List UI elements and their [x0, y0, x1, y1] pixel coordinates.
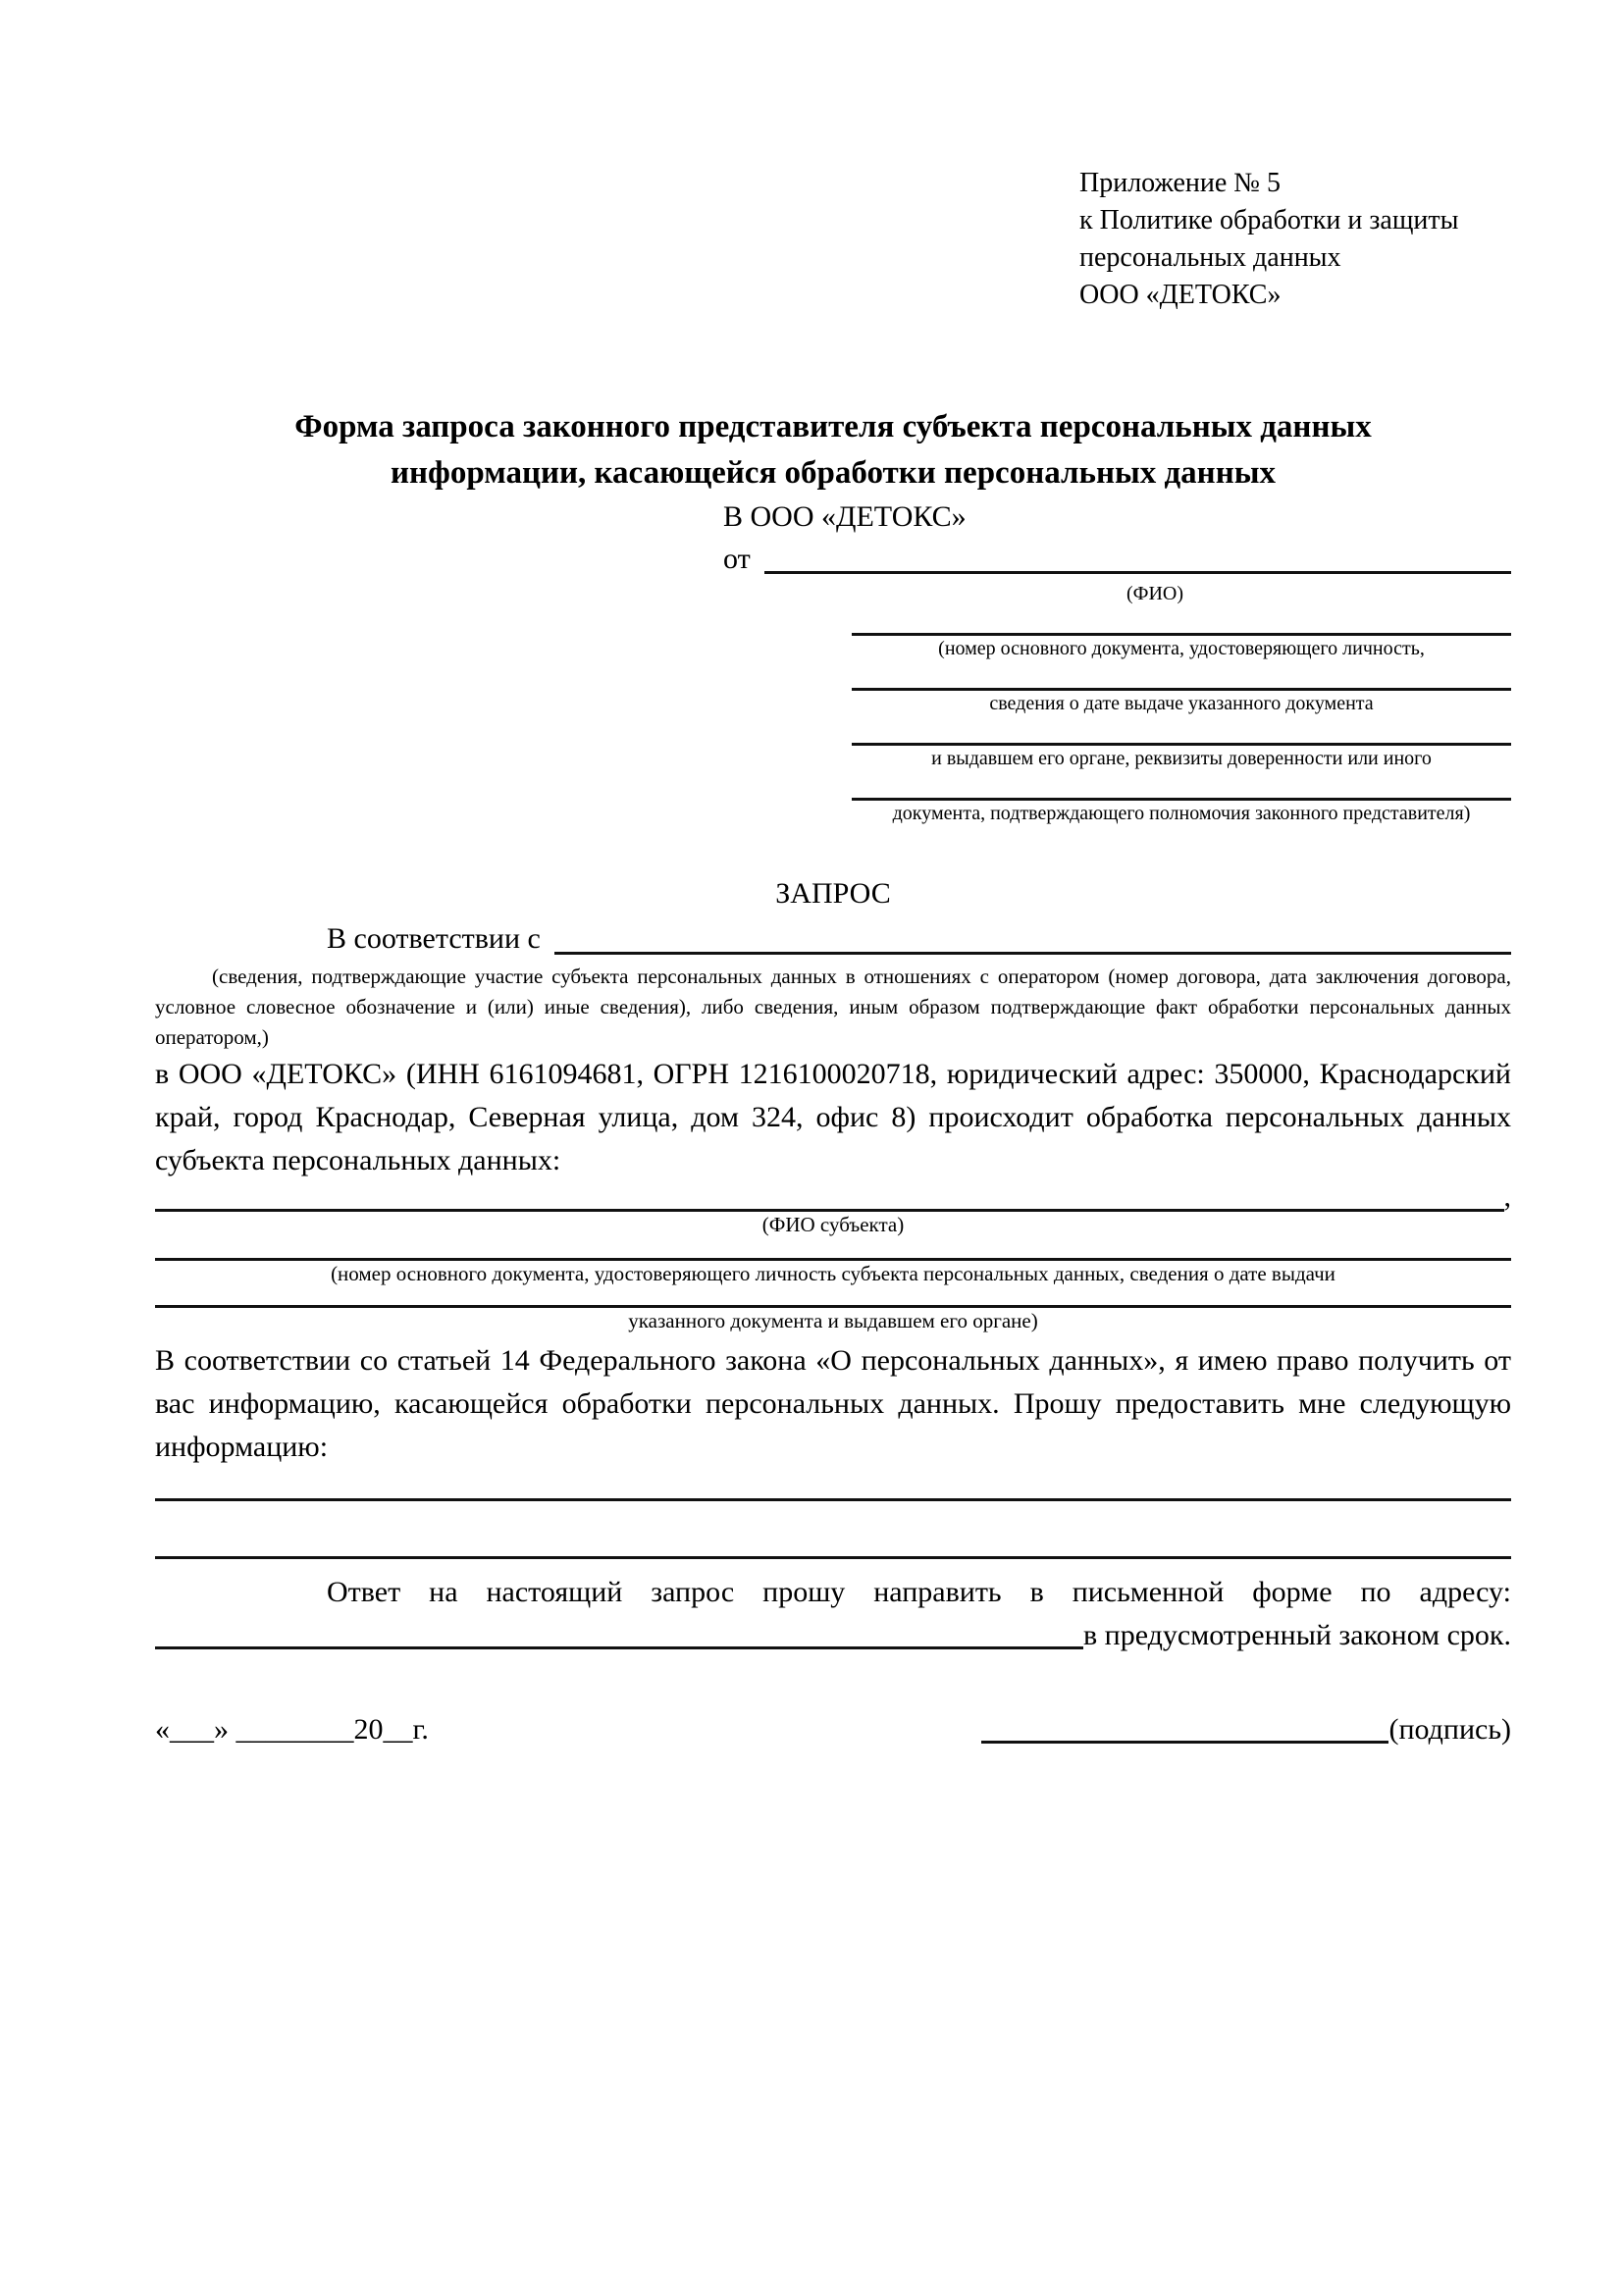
signature-row [155, 1708, 1511, 1751]
document-field [852, 661, 1511, 716]
addressee-block [723, 496, 1511, 826]
date-field[interactable]: «___» ________20__г. [155, 1713, 429, 1746]
address-line[interactable] [155, 1646, 1083, 1649]
operator-paragraph: в ООО «ДЕТОКС» (ИНН 6161094681, ОГРН 1216100020718, юридический адрес: 350000, Краснодарский край, город Краснодар, Северная улица, дом 324, офис 8) происходит обработка персональных данных субъекта персональных данных: [155, 1058, 1511, 1176]
subject-caption: (номер основного документа, удостоверяющего личность субъекта персональных данных, сведения о дате выдачи [331, 1262, 1335, 1285]
subject-field [155, 1237, 1511, 1286]
accordance-row [155, 916, 1511, 962]
subject-authority-line[interactable] [155, 1286, 1511, 1308]
power-of-attorney-line[interactable] [852, 771, 1511, 801]
subject-fio-line[interactable] [155, 1202, 1504, 1212]
subject-caption: указанного документа и выдавшем его органе) [628, 1309, 1038, 1332]
issue-date-line[interactable] [852, 661, 1511, 691]
document-field [852, 716, 1511, 771]
field-caption: документа, подтверждающего полномочия законного представителя) [892, 803, 1471, 824]
document-number-line[interactable] [852, 606, 1511, 636]
appendix-line: ООО «ДЕТОКС» [1079, 280, 1282, 310]
answer-paragraph: Ответ на настоящий запрос прошу направить в письменной форме по адресу: [327, 1576, 1511, 1608]
signature-caption: (подпись) [1388, 1713, 1511, 1746]
subject-line-suffix: , [1503, 1180, 1511, 1213]
note-text: (сведения, подтверждающие участие субъекта персональных данных в отношениях с оператором (номер договора, дата заключения договора, условное словесное обозначение и (или) иные сведения), либо сведения, иным образом подтверждающие факт обработки персональных данных оператором,) [155, 965, 1511, 1049]
document-field [852, 771, 1511, 826]
subject-document-line[interactable] [155, 1237, 1511, 1261]
request-heading: ЗАПРОС [775, 877, 891, 910]
accordance-line[interactable] [554, 952, 1511, 955]
answer-suffix: в предусмотренный законом срок. [1083, 1619, 1511, 1651]
appendix-line: к Политике обработки и защиты [1079, 205, 1459, 235]
issuing-authority-line[interactable] [852, 716, 1511, 746]
from-label: от [723, 543, 751, 575]
law-paragraph: В соответствии со статьей 14 Федерального закона «О персональных данных», я имею право получить от вас информацию, касающейся обработки персональных данных. Прошу предоставить мне следующую информацию: [155, 1344, 1511, 1463]
fio-caption: (ФИО) [1126, 583, 1183, 604]
field-caption: сведения о дате выдаче указанного документа [989, 693, 1374, 714]
representative-fio-line[interactable] [764, 571, 1511, 574]
form-title [155, 404, 1511, 496]
signature-block [981, 1708, 1511, 1751]
document-field [852, 606, 1511, 661]
field-caption: (номер основного документа, удостоверяющего личность, [938, 638, 1425, 659]
field-caption: и выдавшем его органе, реквизиты доверенности или иного [931, 748, 1432, 769]
answer-address-row [155, 1614, 1511, 1657]
subject-field [155, 1182, 1511, 1237]
subject-caption: (ФИО субъекта) [761, 1213, 905, 1236]
form-title-line: Форма запроса законного представителя субъекта персональных данных [294, 409, 1372, 444]
from-row [723, 538, 1511, 581]
appendix-line: персональных данных [1079, 242, 1341, 273]
requested-info-line[interactable] [155, 1556, 1511, 1559]
addressee-company: В ООО «ДЕТОКС» [723, 500, 967, 533]
appendix-line: Приложение № 5 [1079, 168, 1281, 198]
signature-line[interactable] [981, 1741, 1388, 1744]
requested-info-line[interactable] [155, 1498, 1511, 1501]
accordance-label: В соответствии с [327, 922, 541, 955]
subject-field [155, 1286, 1511, 1333]
appendix-block [1079, 165, 1511, 314]
form-title-line: информации, касающейся обработки персональных данных [391, 455, 1276, 491]
